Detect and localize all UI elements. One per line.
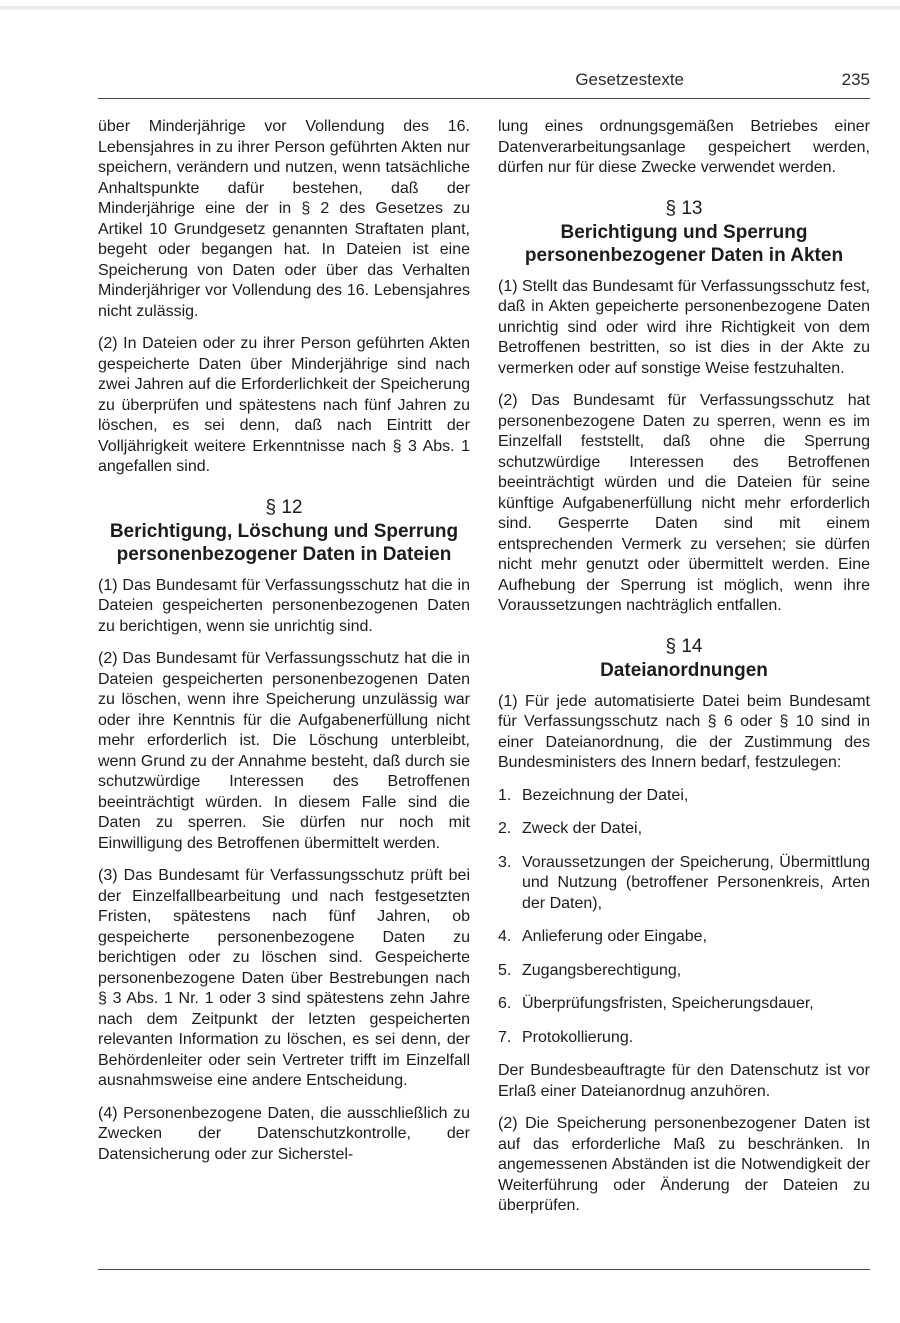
section-title: personenbezogener Daten in Dateien: [116, 543, 452, 565]
paragraph: (2) Das Bundesamt für Verfassungsschutz hat die in Dateien gespeicherten personenbezogenen Daten zu löschen, wenn ihre Speicherung unzulässig war oder ihre Kenntnis für die Aufgabenerfüllung nicht mehr erforderlich ist. Die Löschung unterbleibt, wenn Grund zu der Annahme besteht, daß durch sie schutzwürdige Interessen des Betroffenen beeinträchtigt würden. In diesem Falle sind die Daten zu sperren. Sie dürfen nur noch mit Einwilligung des Betroffenen übermittelt werden.: [98, 650, 470, 852]
list-text: Zweck der Datei,: [522, 820, 643, 837]
list-text: Anlieferung oder Eingabe,: [522, 928, 708, 945]
paragraph-continued: über Minderjährige vor Vollendung des 16. Lebensjahres in zu ihrer Person geführten Akten nur speichern, verändern und nutzen, wenn tatsächliche Anhaltspunkte dafür bestehen, daß der Minderjährige eine der in § 2 des Gesetzes zu Artikel 10 Grundgesetz genannten Straftaten plant, begeht oder begangen hat. In Dateien ist eine Speicherung von Daten oder über das Verhalten Minderjähriger vor Vollendung des 16. Lebensjahres nicht zulässig.: [98, 118, 470, 320]
right-column: [498, 117, 870, 1229]
section-number: § 14: [665, 635, 703, 657]
paragraph: (1) Für jede automatisierte Datei beim Bundesamt für Verfassungsschutz nach § 6 oder § 10 sind in einer Dateianordnung, die der Zustimmung des Bundesministers des Innern bedarf, festzulegen:: [498, 692, 870, 771]
requirements-list: [498, 786, 870, 1049]
section-title: Berichtigung, Löschung und Sperrung: [109, 520, 459, 542]
list-item: [498, 961, 870, 982]
list-number: 6.: [498, 995, 512, 1012]
paragraph: (1) Stellt das Bundesamt für Verfassungsschutz fest, daß in Akten gepeicherte personenbezogene Daten unrichtig sind oder wird ihre Richtigkeit von dem Betroffenen bestritten, so ist dies in der Akte zu vermerken oder auf sonstige Weise festzuhalten.: [498, 277, 870, 377]
list-item: [498, 786, 870, 807]
scan-artifact: [0, 6, 900, 10]
paragraph: (4) Personenbezogene Daten, die ausschließlich zu Zwecken der Datenschutzkontrolle, der Datensicherung oder zur Sicherstel-: [98, 1104, 470, 1163]
list-item: [498, 819, 870, 840]
list-number: 7.: [498, 1028, 512, 1046]
paragraph: Der Bundesbeauftragte für den Datenschutz ist vor Erlaß einer Dateianordnug anzuhören.: [498, 1062, 870, 1100]
section-heading-13: [498, 197, 870, 267]
section-heading-14: [498, 635, 870, 682]
paragraph: (1) Das Bundesamt für Verfassungsschutz hat die in Dateien gespeicherten personenbezogenen Daten zu berichtigen, wenn sie unrichtig sind.: [98, 576, 470, 635]
running-title: Gesetzestexte: [575, 70, 684, 89]
section-number: § 13: [665, 197, 703, 219]
list-item: [498, 994, 870, 1015]
list-text: Zugangsberechtigung,: [522, 961, 682, 979]
header-rule: [98, 98, 870, 99]
list-number: 5.: [498, 961, 512, 979]
section-title: Dateianordnungen: [600, 659, 768, 681]
paragraph-continued: lung eines ordnungsgemäßen Betriebes einer Datenverarbeitungsanlage gespeichert werden, dürfen nur für diese Zwecke verwendet werden.: [498, 118, 870, 176]
list-number: 4.: [498, 928, 512, 945]
list-number: 2.: [498, 820, 512, 837]
paragraph: (2) Die Speicherung personenbezogener Daten ist auf das erforderliche Maß zu beschränken. In angemessenen Abständen ist die Notwendigkeit der Weiterführung oder Änderung der Dateien zu überprüfen.: [498, 1115, 870, 1214]
list-number: 3.: [498, 853, 512, 871]
list-item: [498, 1028, 870, 1049]
list-text: Bezeichnung der Datei,: [522, 786, 689, 804]
paragraph: (3) Das Bundesamt für Verfassungsschutz prüft bei der Einzelfallbearbeitung und nach festgesetzten Fristen, spätestens nach fünf Jahren, ob gespeicherte personenbezogene Daten zu berichtigen oder zu löschen sind. Gespeicherte personenbezogene Daten über Bestrebungen nach § 3 Abs. 1 Nr. 1 oder 3 sind spätestens zehn Jahre nach dem Zeitpunkt der letzten gespeicherten relevanten Information zu löschen, es sei denn, der Behördenleiter oder sein Vertreter trifft im Einzelfall ausnahmsweise eine andere Entscheidung.: [98, 867, 470, 1089]
list-text: Überprüfungsfristen, Speicherungsdauer,: [522, 995, 814, 1012]
list-item: [498, 927, 870, 948]
list-text: Protokollierung.: [522, 1028, 634, 1046]
section-number: § 12: [265, 496, 303, 518]
list-item: [498, 853, 870, 915]
section-title: Berichtigung und Sperrung: [560, 221, 808, 243]
page-header: [98, 70, 870, 98]
list-text: Voraussetzungen der Speicherung, Übermittlung und Nutzung (betroffener Personenkreis, Arten der Daten),: [522, 853, 870, 912]
page-number: 235: [841, 70, 870, 89]
paragraph: (2) Das Bundesamt für Verfassungsschutz hat personenbezogene Daten zu sperren, wenn es im Einzelfall feststellt, daß ohne die Sperrung schutzwürdige Interessen des Betroffenen beeinträchtigt würden und die Dateien für seine künftige Aufgabenerfüllung nicht mehr erforderlich sind. Gesperrte Daten sind mit einem entsprechenden Vermerk zu versehen; sie dürfen nicht mehr genutzt oder übermittelt werden. Eine Aufhebung der Sperrung ist möglich, wenn ihre Voraussetzungen nachträglich entfallen.: [498, 392, 870, 614]
section-heading-12: [98, 496, 470, 566]
section-title: personenbezogener Daten in Akten: [524, 244, 844, 266]
footer-rule: [98, 1269, 870, 1270]
left-column: [98, 117, 470, 1177]
list-number: 1.: [498, 786, 512, 804]
paragraph: (2) In Dateien oder zu ihrer Person geführten Akten gespeicherte Daten über Minderjährige sind nach zwei Jahren auf die Erforderlichkeit der Speicherung zu überprüfen und spätestens nach fünf Jahren zu löschen, es sei denn, daß nach Eintritt der Volljährigkeit weitere Erkenntnisse nach § 3 Abs. 1 angefallen sind.: [98, 335, 470, 475]
